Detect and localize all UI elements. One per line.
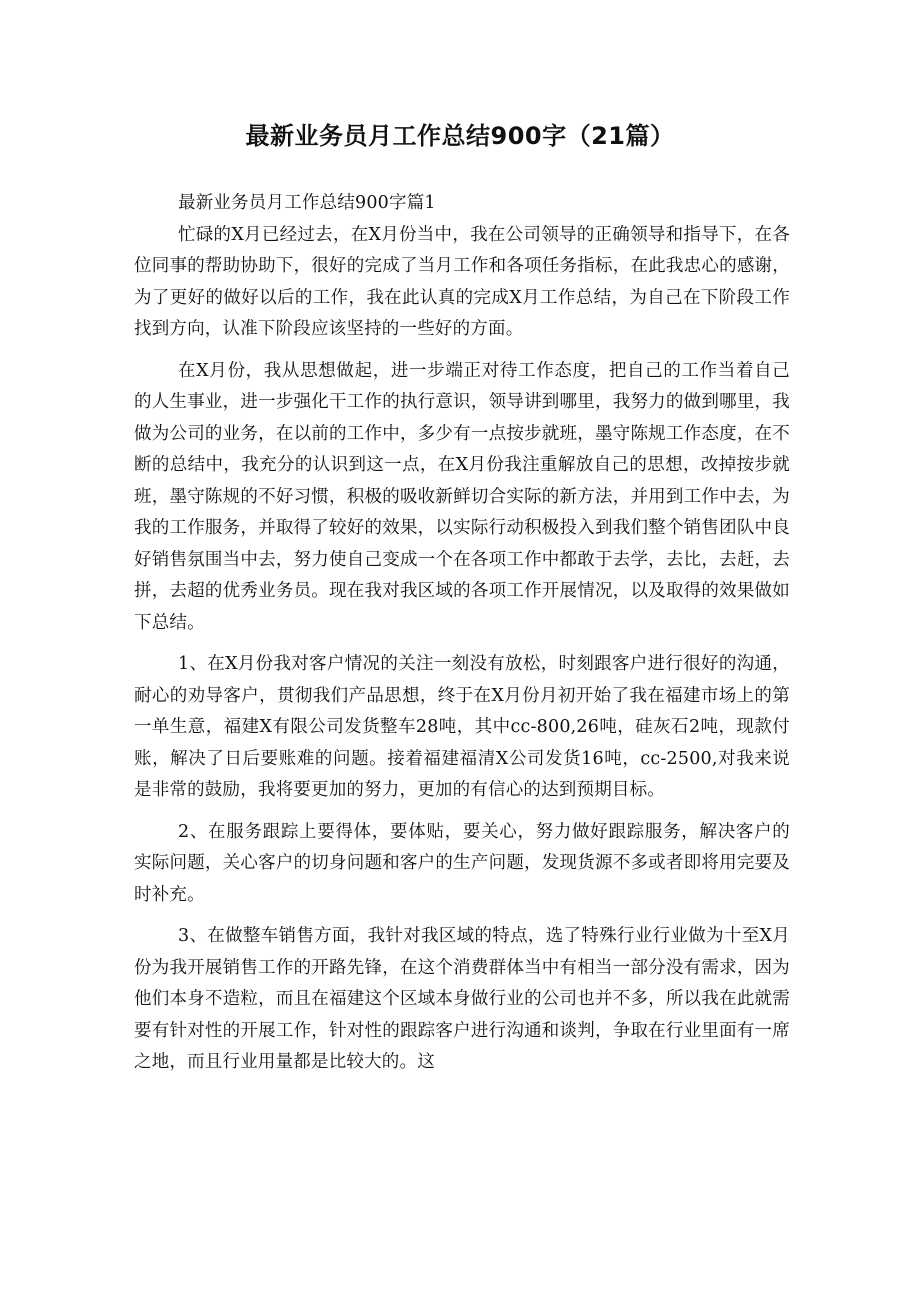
paragraph-attitude: 在X月份，我从思想做起，进一步端正对待工作态度，把自己的工作当着自己的人生事业，进一步强化干工作的执行意识，领导讲到哪里，我努力的做到哪里，我做为公司的业务，在以前的工作中，多少有一点按步就班，墨守陈规工作态度，在不断的总结中，我充分的认识到这一点，在X月份我注重解放自己的思想，改掉按步就班，墨守陈规的不好习惯，积极的吸收新鲜切合实际的新方法，并用到工作中去，为我的工作服务，并取得了较好的效果，以实际行动积极投入到我们整个销售团队中良好销售氛围当中去，努力使自己变成一个在各项工作中都敢于去学，去比，去赶，去拼，去超的优秀业务员。现在我对我区域的各项工作开展情况，以及取得的效果做如下总结。 xyxy=(134,360,790,633)
document-body xyxy=(134,188,790,1079)
paragraph-point-1: 1、在X月份我对客户情况的关注一刻没有放松，时刻跟客户进行很好的沟通，耐心的劝导客户，贯彻我们产品思想，终于在X月份月初开始了我在福建市场上的第一单生意，福建X有限公司发货整车28吨，其中cc-800,26吨，硅灰石2吨，现款付账，解决了日后要账难的问题。接着福建福清X公司发货16吨，cc-2500,对我来说是非常的鼓励，我将要更加的努力，更加的有信心的达到预期目标。 xyxy=(134,654,790,800)
document-title: 最新业务员月工作总结900字（21篇） xyxy=(245,122,675,150)
paragraph-point-2: 2、在服务跟踪上要得体，要体贴，要关心，努力做好跟踪服务，解决客户的实际问题，关心客户的切身问题和客户的生产问题，发现货源不多或者即将用完要及时补充。 xyxy=(134,821,790,905)
paragraph-point-3: 3、在做整车销售方面，我针对我区域的特点，选了特殊行业行业做为十至X月份为我开展销售工作的开路先锋，在这个消费群体当中有相当一部分没有需求，因为他们本身不造粒，而且在福建这个区域本身做行业的公司也并不多，所以我在此就需要有针对性的开展工作，针对性的跟踪客户进行沟通和谈判，争取在行业里面有一席之地，而且行业用量都是比较大的。这 xyxy=(134,926,790,1072)
section-heading: 最新业务员月工作总结900字篇1 xyxy=(178,193,436,213)
paragraph-intro: 忙碌的X月已经过去，在X月份当中，我在公司领导的正确领导和指导下，在各位同事的帮助协助下，很好的完成了当月工作和各项任务指标，在此我忠心的感谢，为了更好的做好以后的工作，我在此认真的完成X月工作总结，为自己在下阶段工作找到方向，认准下阶段应该坚持的一些好的方面。 xyxy=(134,224,790,339)
